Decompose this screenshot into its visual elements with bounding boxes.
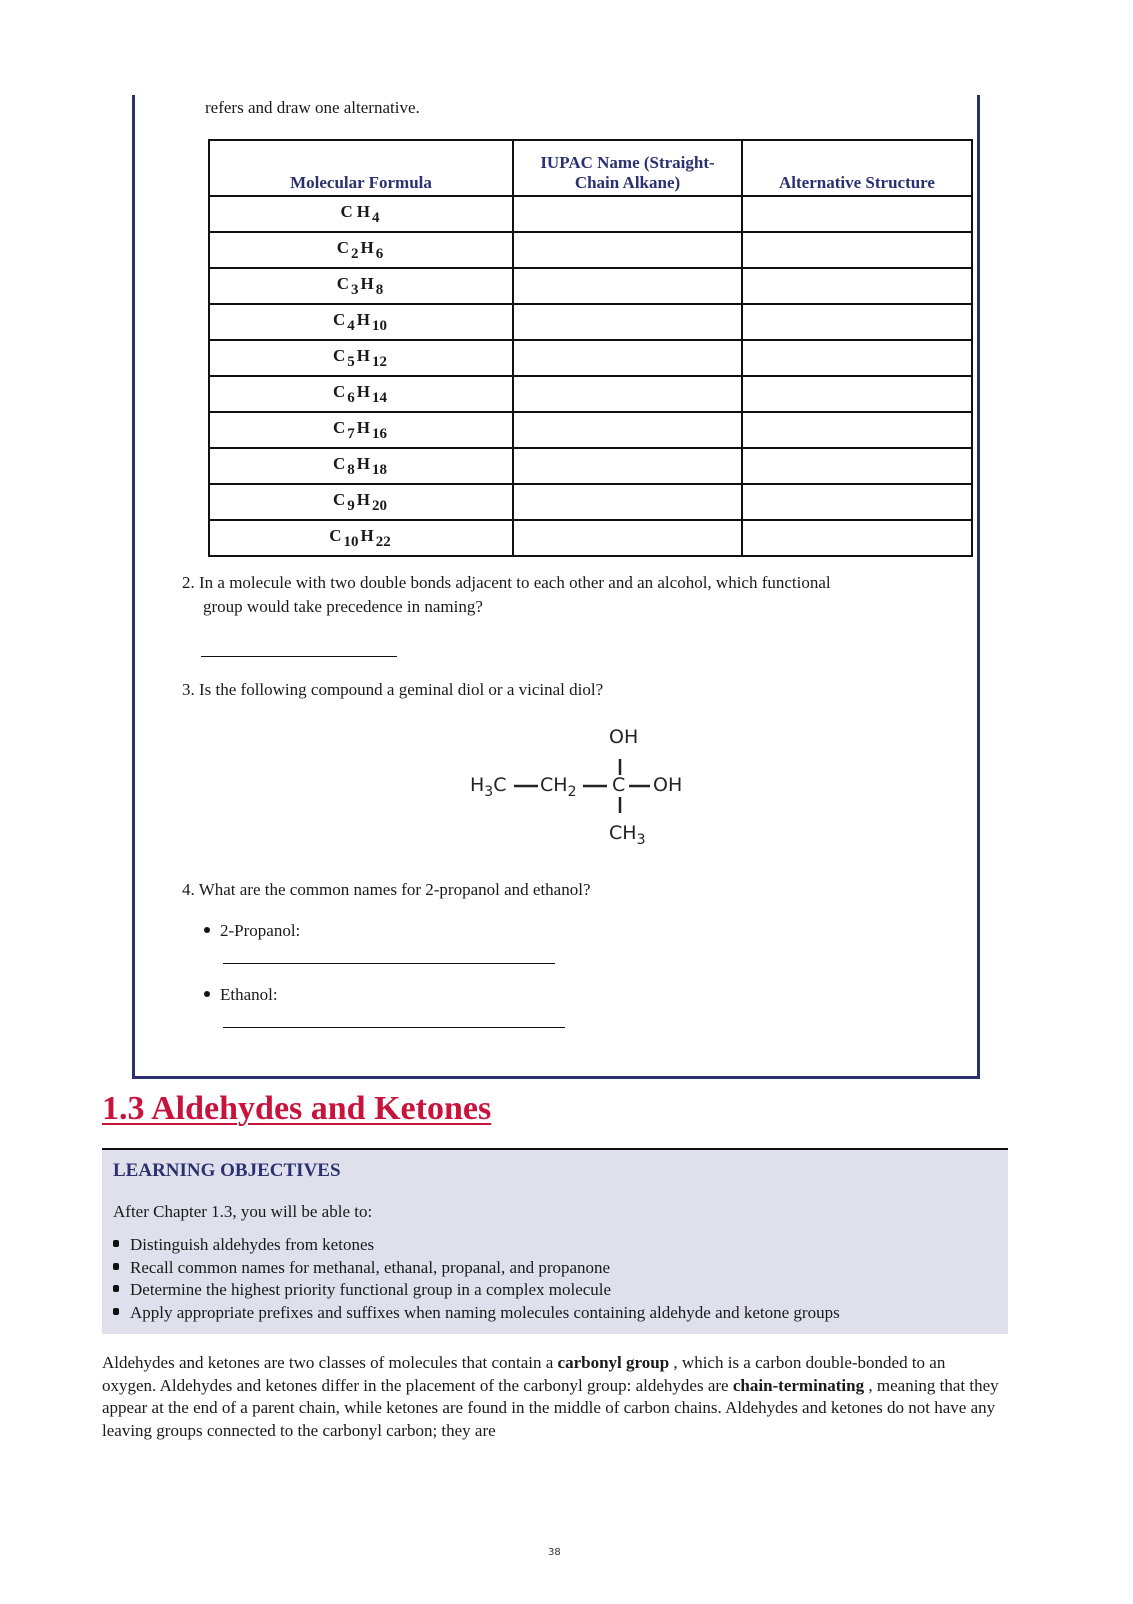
alternative-structure-cell[interactable] — [742, 448, 972, 484]
formula-cell: C $_4$ H $_{10}$ — [209, 304, 513, 340]
alternative-structure-cell[interactable] — [742, 304, 972, 340]
bullet-icon — [113, 1263, 119, 1270]
objective-item: Apply appropriate prefixes and suffixes when naming molecules containing aldehyde and ketone groups — [113, 1302, 840, 1325]
bullet-icon — [113, 1308, 119, 1315]
iupac-name-cell[interactable] — [513, 268, 742, 304]
table-row — [209, 340, 972, 376]
body-paragraph: Aldehydes and ketones are two classes of molecules that contain a carbonyl group , which is a carbon double-bonded to an oxygen. Aldehydes and ketones differ in the placement of the carbonyl group: aldehydes are chain-terminating , meaning that they appear at the end of a parent chain, while ketones are found in the middle of carbon chains. Aldehydes and ketones do not have any leaving groups connected to the carbonyl carbon; they are — [102, 1353, 999, 1440]
table-row — [209, 520, 972, 556]
learning-objectives-list — [113, 1234, 840, 1324]
molecule-structure — [470, 725, 710, 855]
bullet-icon — [204, 991, 210, 997]
learning-objectives-box — [102, 1148, 1008, 1334]
formula-cell: C $_5$ H $_{12}$ — [209, 340, 513, 376]
formula-cell: C $_{10}$ H $_{22}$ — [209, 520, 513, 556]
formula-cell: C $_7$ H $_{16}$ — [209, 412, 513, 448]
header-molecular-formula: Molecular Formula — [209, 140, 513, 196]
question2 — [182, 571, 831, 619]
iupac-name-cell[interactable] — [513, 412, 742, 448]
formula-cell: C $_2$ H $_6$ — [209, 232, 513, 268]
atom-ch3: $CH_3$ — [609, 822, 646, 848]
table-row — [209, 412, 972, 448]
table-row — [209, 484, 972, 520]
alkane-table — [208, 139, 973, 557]
bullet-icon — [113, 1285, 119, 1292]
header-alternative-structure: Alternative Structure — [742, 140, 972, 196]
header-iupac-name: IUPAC Name (Straight- Chain Alkane) — [513, 140, 742, 196]
bullet-icon — [204, 927, 210, 933]
formula-cell: C $_9$ H $_{20}$ — [209, 484, 513, 520]
objective-item: Determine the highest priority functional group in a complex molecule — [113, 1279, 840, 1302]
atom-oh-top: OH — [609, 726, 639, 748]
bullet-icon — [113, 1240, 119, 1247]
objective-item: Recall common names for methanal, ethanal, propanal, and propanone — [113, 1257, 840, 1280]
atom-oh-right: OH — [653, 774, 683, 796]
iupac-name-cell[interactable] — [513, 376, 742, 412]
question4-item-ethanol: Ethanol: — [204, 985, 278, 1005]
table-row — [209, 268, 972, 304]
formula-cell: C $_8$ H $_{18}$ — [209, 448, 513, 484]
alternative-structure-cell[interactable] — [742, 340, 972, 376]
page-number: 38 — [548, 1547, 561, 1558]
iupac-name-cell[interactable] — [513, 304, 742, 340]
alternative-structure-cell[interactable] — [742, 484, 972, 520]
propanol-answer-line[interactable] — [223, 963, 555, 964]
term-chain-terminating: chain-terminating — [732, 1375, 865, 1395]
iupac-name-cell[interactable] — [513, 232, 742, 268]
section-title: 1.3 Aldehydes and Ketones — [102, 1090, 492, 1127]
table-row — [209, 448, 972, 484]
alternative-structure-cell[interactable] — [742, 196, 972, 232]
ethanol-answer-line[interactable] — [223, 1027, 565, 1028]
learning-objectives-lead: After Chapter 1.3, you will be able to: — [113, 1202, 373, 1221]
table-row — [209, 196, 972, 232]
question2-answer-line[interactable] — [201, 656, 397, 657]
iupac-name-cell[interactable] — [513, 340, 742, 376]
table-header-row — [209, 140, 972, 196]
question4: 4. What are the common names for 2-propanol and ethanol? — [182, 880, 591, 899]
formula-cell: C $_3$ H $_8$ — [209, 268, 513, 304]
formula-cell: C $_6$ H $_{14}$ — [209, 376, 513, 412]
formula-cell: C H $_4$ — [209, 196, 513, 232]
iupac-name-cell[interactable] — [513, 196, 742, 232]
table-row — [209, 232, 972, 268]
learning-objectives-title: LEARNING OBJECTIVES — [113, 1160, 341, 1181]
alternative-structure-cell[interactable] — [742, 520, 972, 556]
question3: 3. Is the following compound a geminal diol or a vicinal diol? — [182, 680, 604, 699]
objective-item: Distinguish aldehydes from ketones — [113, 1234, 840, 1257]
question4-item-propanol: 2-Propanol: — [204, 921, 300, 941]
iupac-name-cell[interactable] — [513, 484, 742, 520]
table-row — [209, 304, 972, 340]
alternative-structure-cell[interactable] — [742, 232, 972, 268]
iupac-name-cell[interactable] — [513, 448, 742, 484]
atom-center-c: C — [612, 774, 626, 796]
atom-h3c: $H_3C$ — [470, 774, 507, 800]
atom-ch2: $CH_2$ — [540, 774, 577, 800]
term-carbonyl-group: carbonyl group — [557, 1353, 670, 1372]
question2-line1: 2. In a molecule with two double bonds adjacent to each other and an alcohol, which functional — [182, 573, 831, 592]
alternative-structure-cell[interactable] — [742, 376, 972, 412]
alternative-structure-cell[interactable] — [742, 412, 972, 448]
iupac-name-cell[interactable] — [513, 520, 742, 556]
table-row — [209, 376, 972, 412]
question2-line2: group would take precedence in naming? — [203, 597, 483, 616]
alternative-structure-cell[interactable] — [742, 268, 972, 304]
question1-intro: refers and draw one alternative. — [205, 98, 420, 117]
